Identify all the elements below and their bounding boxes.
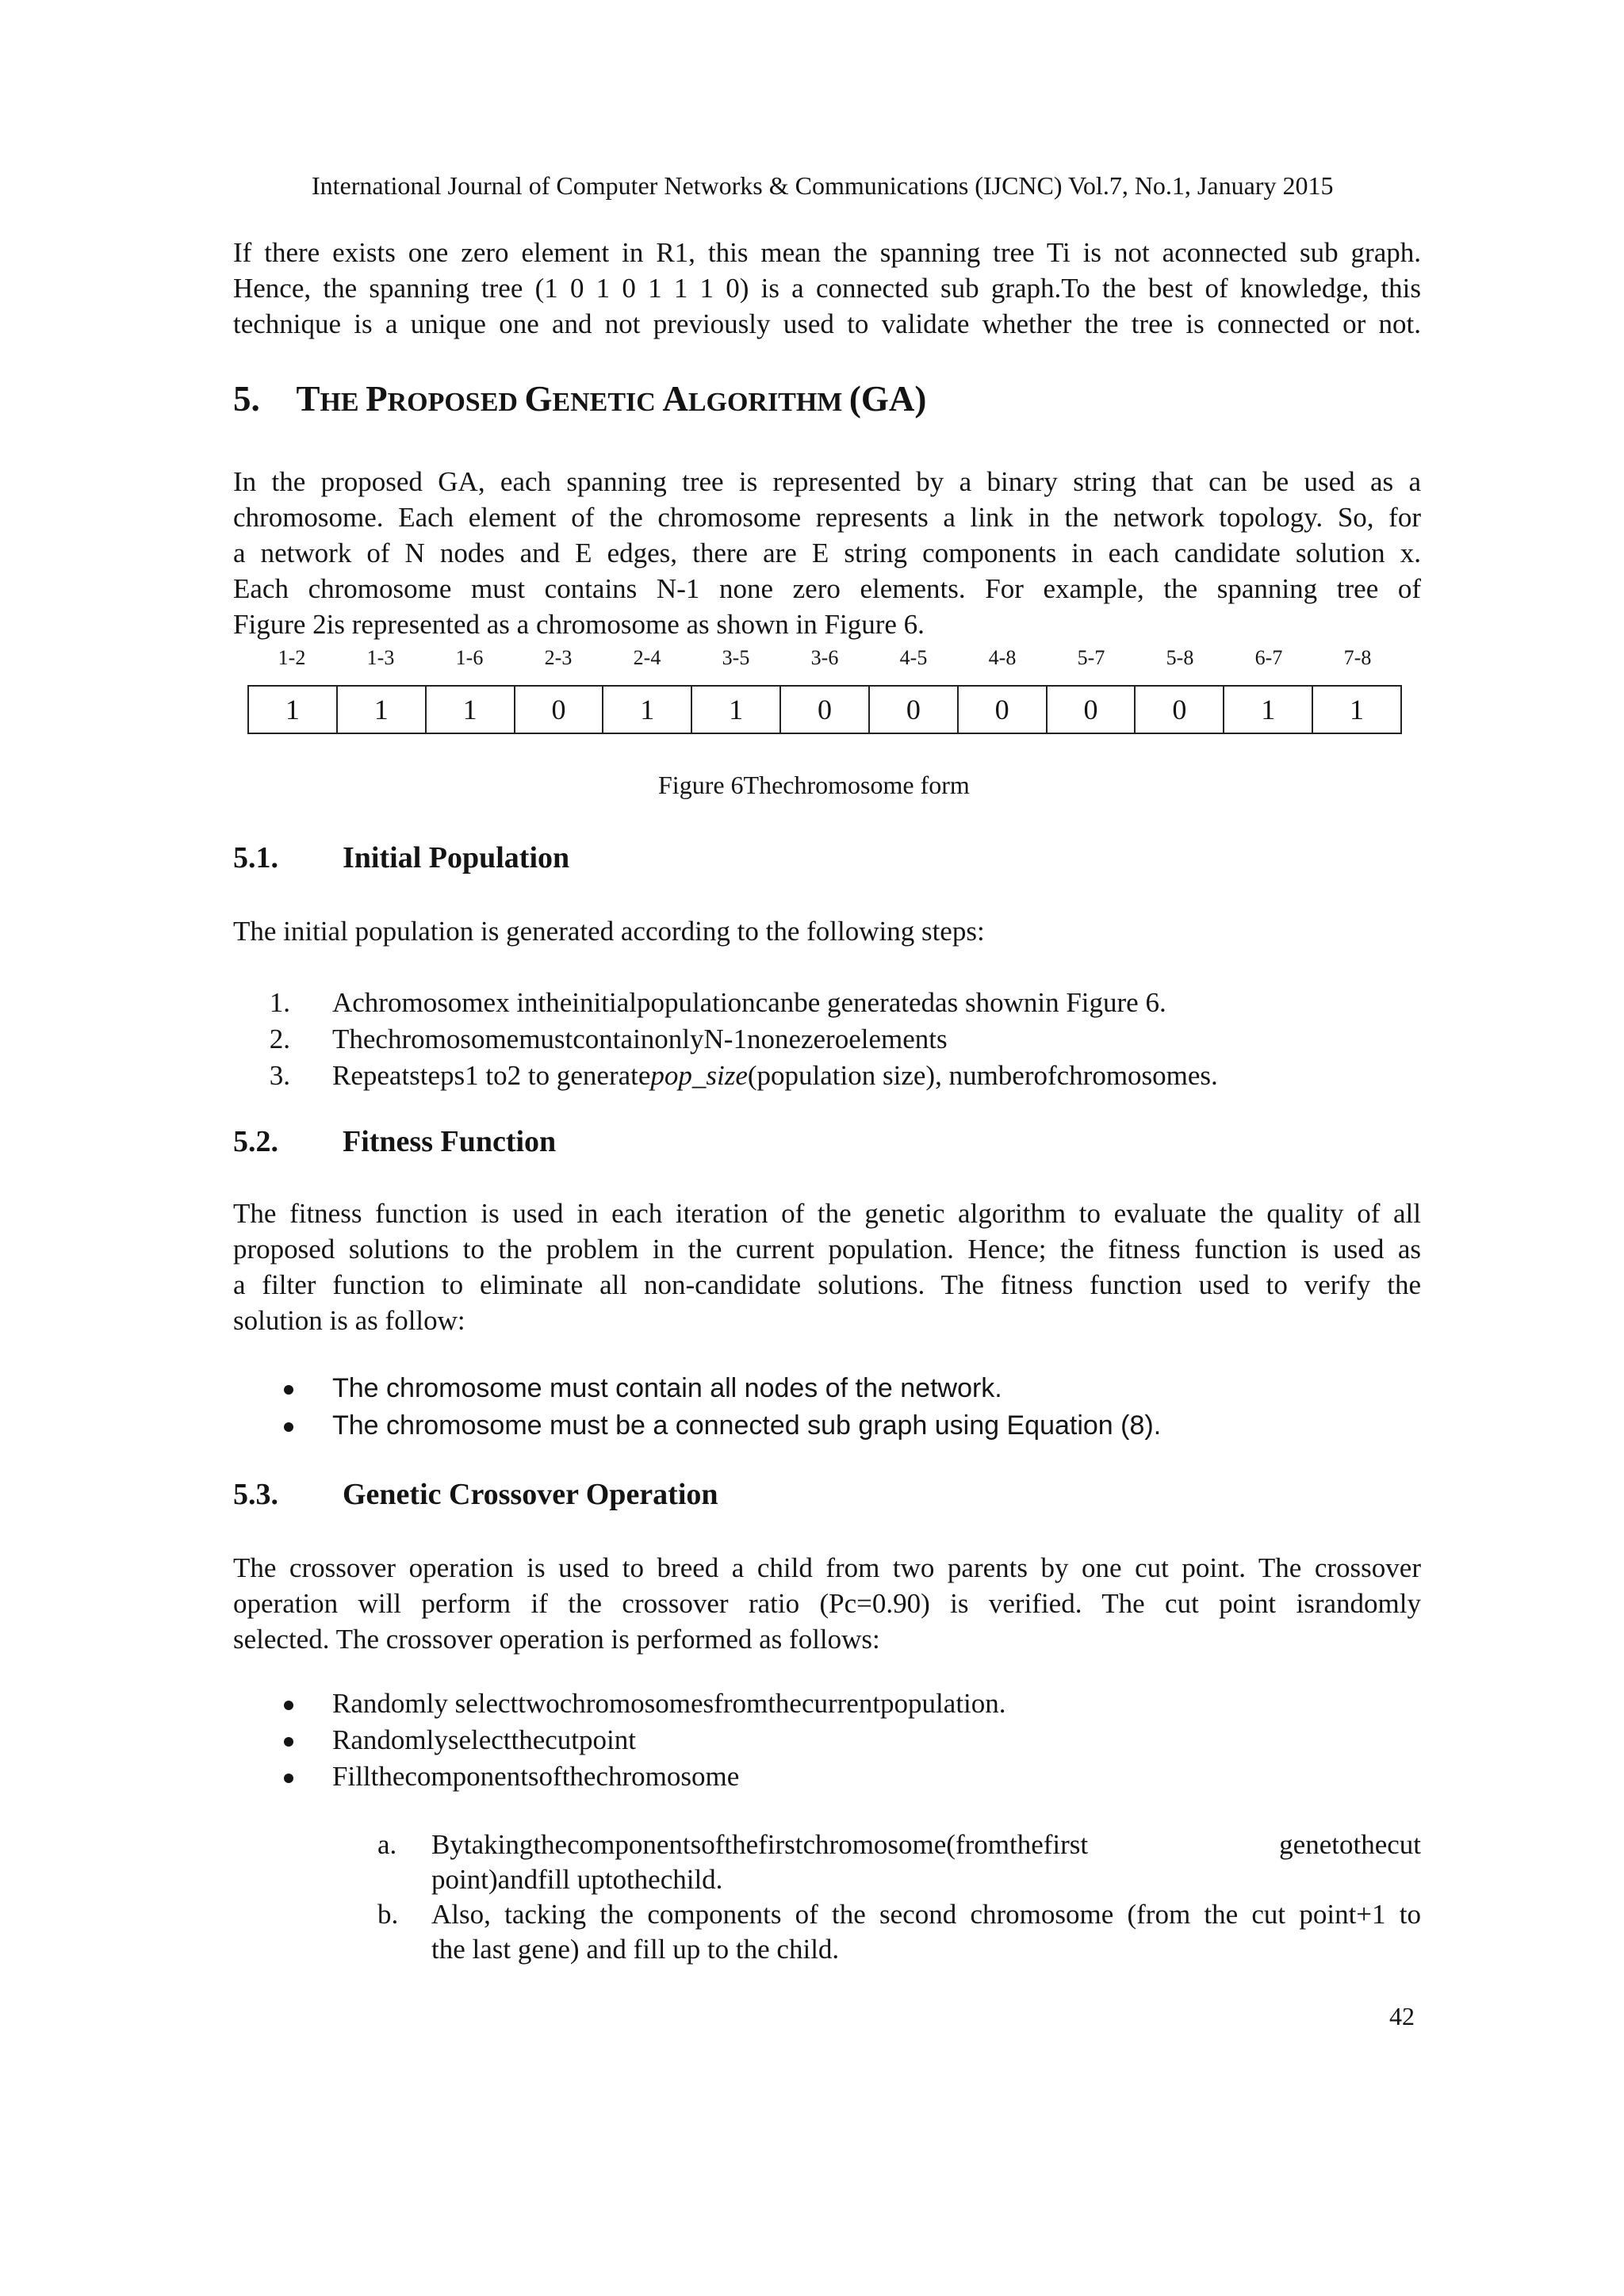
- subsection-number: 5.2.: [233, 1125, 278, 1158]
- edge-label: 3-6: [810, 646, 839, 669]
- gene-cell: 1: [692, 687, 781, 733]
- list-marker: 2.: [269, 1024, 290, 1054]
- list-item-text: The chromosome must be a connected sub graph using Equation (8).: [332, 1410, 1162, 1441]
- gene-cell: 0: [515, 687, 604, 733]
- bullet-icon: [284, 1385, 293, 1395]
- gene-cell: 0: [1048, 687, 1136, 733]
- list-item-text: Fillthecomponentsofthechromosome: [332, 1761, 740, 1792]
- subsection-number: 5.1.: [233, 841, 278, 874]
- list-item-text: [332, 1058, 1218, 1094]
- section-title-part: ROPOSED: [387, 388, 525, 417]
- chromosome-table: [247, 685, 1402, 734]
- intro-paragraph: [233, 235, 1421, 342]
- text-line: a network of N nodes and E edges, there are E string components in each candidate solution x.: [233, 538, 1421, 568]
- list-item-text: Randomlyselectthecutpoint: [332, 1724, 636, 1755]
- text-line: In the proposed GA, each spanning tree is represented by a binary string that can be used as a: [233, 466, 1421, 497]
- edge-label: 7-8: [1343, 646, 1372, 669]
- gene-cell: 0: [1136, 687, 1224, 733]
- subsection-heading: [233, 1477, 718, 1512]
- lettered-sublist: [377, 1827, 1421, 1967]
- text-line: chromosome. Each element of the chromosome represents a link in the network topology. So, for: [233, 502, 1421, 533]
- bullet-icon: [284, 1774, 293, 1783]
- bullet-icon: [284, 1701, 293, 1710]
- text-run: Repeatsteps1 to2 to generate: [332, 1060, 651, 1091]
- text-line: Hence, the spanning tree (1 0 1 0 1 1 1 0) is a connected sub graph.To the best of knowledge, this: [233, 273, 1421, 304]
- page-number: 42: [1389, 2002, 1415, 2030]
- bullet-icon: [284, 1737, 293, 1747]
- gene-cell: 1: [249, 687, 338, 733]
- sublist-item: [377, 1897, 1421, 1967]
- text-line: selected. The crossover operation is performed as follows:: [233, 1624, 880, 1655]
- sublist-marker: b.: [377, 1899, 399, 1930]
- text-line: If there exists one zero element in R1, this mean the spanning tree Ti is not aconnected sub graph.: [233, 237, 1421, 268]
- italic-term: pop_size: [650, 1060, 748, 1091]
- text-line: Bytakingthecomponentsofthefirstchromosome(fromthefirst genetothecut: [431, 1829, 1421, 1860]
- gene-cell: 1: [1224, 687, 1313, 733]
- subsection-intro: [233, 913, 1421, 949]
- edge-label: 2-3: [544, 646, 573, 669]
- list-item-text: Achromosomex intheinitialpopulationcanbe generatedas shownin Figure 6.: [332, 987, 1166, 1018]
- edge-label: 1-2: [278, 646, 306, 669]
- sublist-marker: a.: [377, 1829, 397, 1860]
- section-title-part: HE: [320, 388, 366, 417]
- figure-caption: Figure 6Thechromosome form: [658, 771, 970, 799]
- text-line: point)andfill uptothechild.: [431, 1864, 723, 1895]
- section5-paragraph: [233, 464, 1421, 642]
- subsection-title: Genetic Crossover Operation: [343, 1478, 718, 1511]
- edge-label: 2-4: [633, 646, 661, 669]
- list-item-text: ThechromosomemustcontainonlyN-1nonezeroelements: [332, 1024, 948, 1054]
- text-line: technique is a unique one and not previously used to validate whether the tree is connected or not.: [233, 308, 1421, 339]
- gene-cell: 1: [427, 687, 515, 733]
- text-line: The fitness function is used in each iteration of the genetic algorithm to evaluate the quality of all: [233, 1198, 1421, 1229]
- list-marker: 1.: [269, 987, 290, 1018]
- bullet-icon: [284, 1422, 293, 1432]
- text-line: proposed solutions to the problem in the current population. Hence; the fitness function is used as: [233, 1234, 1421, 1265]
- text-line: a filter function to eliminate all non-candidate solutions. The fitness function used to verify the: [233, 1269, 1421, 1300]
- subsection-title: Fitness Function: [343, 1125, 557, 1158]
- section-title-part: LGORITHM: [688, 388, 849, 417]
- chromosome-edge-labels: [247, 646, 1402, 678]
- section-title-part: A: [662, 379, 688, 419]
- edge-label: 3-5: [722, 646, 750, 669]
- gene-cell: 0: [959, 687, 1048, 733]
- text-line: the last gene) and fill up to the child.: [431, 1934, 840, 1965]
- gene-cell: 0: [870, 687, 959, 733]
- gene-cell: 1: [603, 687, 692, 733]
- text-line: operation will perform if the crossover ratio (Pc=0.90) is verified. The cut point israndomly: [233, 1588, 1421, 1619]
- section-title-part: T: [296, 379, 320, 419]
- subsection-heading: [233, 840, 569, 875]
- section-number: 5.: [233, 379, 260, 419]
- edge-label: 4-5: [899, 646, 928, 669]
- subsection-title: Initial Population: [343, 841, 570, 874]
- list-item-text: Randomly selecttwochromosomesfromthecurrentpopulation.: [332, 1688, 1006, 1719]
- text-line: Figure 2is represented as a chromosome as shown in Figure 6.: [233, 609, 925, 640]
- subsection-heading: [233, 1124, 556, 1159]
- text-run: (population size), numberofchromosomes.: [747, 1060, 1218, 1091]
- running-head: International Journal of Computer Networks & Communications (IJCNC) Vol.7, No.1, January 2015: [312, 171, 1334, 200]
- gene-cell: 1: [338, 687, 427, 733]
- sublist-item: [377, 1827, 1421, 1897]
- gene-cell: 1: [1313, 687, 1402, 733]
- text-line: Each chromosome must contains N-1 none zero elements. For example, the spanning tree of: [233, 573, 1421, 604]
- subsection-number: 5.3.: [233, 1478, 278, 1511]
- section-title-part: P: [366, 379, 388, 419]
- section-heading: [233, 378, 926, 419]
- edge-label: 1-6: [455, 646, 484, 669]
- section-title-part: G: [524, 379, 553, 419]
- list-marker: 3.: [269, 1060, 290, 1091]
- fitness-paragraph: [233, 1196, 1421, 1338]
- edge-label: 5-7: [1077, 646, 1105, 669]
- edge-label: 5-8: [1166, 646, 1194, 669]
- text-line: The initial population is generated according to the following steps:: [233, 916, 985, 947]
- section-title-part: (GA): [848, 379, 927, 419]
- gene-cell: 0: [781, 687, 870, 733]
- crossover-paragraph: [233, 1550, 1421, 1657]
- edge-label: 1-3: [366, 646, 395, 669]
- edge-label: 6-7: [1254, 646, 1283, 669]
- text-line: solution is as follow:: [233, 1305, 465, 1336]
- edge-label: 4-8: [988, 646, 1017, 669]
- text-line: The crossover operation is used to breed a child from two parents by one cut point. The crossover: [233, 1552, 1421, 1583]
- text-line: Also, tacking the components of the second chromosome (from the cut point+1 to: [431, 1899, 1421, 1930]
- list-item-text: The chromosome must contain all nodes of the network.: [332, 1373, 1002, 1403]
- section-title-part: ENETIC: [552, 388, 663, 417]
